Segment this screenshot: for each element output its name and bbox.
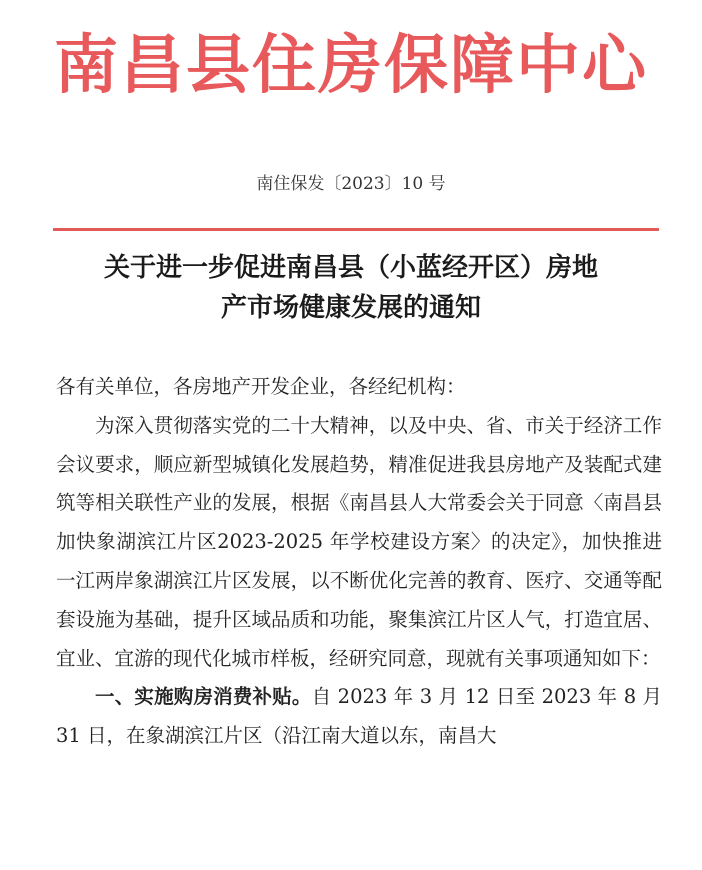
section-1-text: 自 2023 年 3 月 12 日至 2023 年 8 月 31 日，在象湖滨江片区（沿江南大道以东，南昌大	[56, 685, 662, 748]
notice-title	[48, 248, 654, 328]
section-1-heading: 一、实施购房消费补贴。	[95, 685, 312, 709]
red-divider-line	[53, 228, 659, 231]
document-number: 南住保发〔2023〕10 号	[256, 174, 446, 194]
notice-title-line-2: 产市场健康发展的通知	[220, 293, 481, 323]
section-1-paragraph	[56, 678, 662, 756]
intro-paragraph: 为深入贯彻落实党的二十大精神，以及中央、省、市关于经济工作会议要求，顺应新型城镇化发展趋势，精准促进我县房地产及装配式建筑等相关联性产业的发展，根据《南昌县人大常委会关于同意〈南昌县加快象湖滨江片区2023-2025 年学校建设方案〉的决定》，加快推进一江两岸象湖滨江片区发展，以不断优化完善的教育、医疗、交通等配套设施为基础，提升区域品质和功能，聚集滨江片区人气，打造宜居、宜业、宜游的现代化城市样板，经研究同意，现就有关事项通知如下：	[56, 413, 662, 670]
org-letterhead-title: 南昌县住房保障中心	[54, 29, 648, 103]
notice-title-line-1: 关于进一步促进南昌县（小蓝经开区）房地	[103, 253, 598, 283]
salutation: 各有关单位，各房地产开发企业，各经纪机构：	[56, 375, 466, 398]
notice-body	[56, 368, 662, 756]
